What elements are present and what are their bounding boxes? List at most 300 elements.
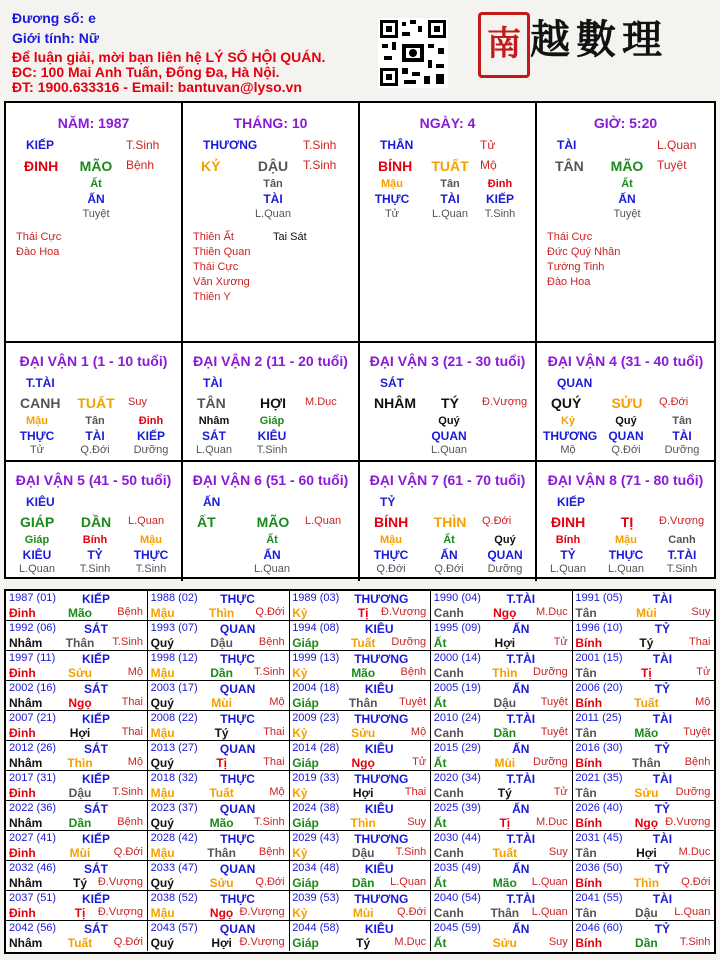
year-branch: Mùi xyxy=(211,696,232,710)
pillar-title: GIỜ: 5:20 xyxy=(593,115,658,131)
year-phase: M.Dục xyxy=(678,846,711,858)
pillar-branch: DẬU xyxy=(257,158,289,174)
year-star: KIÊU xyxy=(364,862,394,876)
year-cell xyxy=(148,831,290,861)
year-label: 2001 (15) xyxy=(575,652,623,664)
dai-van-phase: Q.Đới xyxy=(659,396,689,408)
year-stem: Bính xyxy=(575,876,603,890)
year-label: 1991 (05) xyxy=(575,592,623,604)
year-branch: Ngọ xyxy=(351,756,375,770)
year-phase: Tử xyxy=(553,786,568,798)
year-label: 2000 (14) xyxy=(433,652,481,664)
hidden-stem: Kỷ xyxy=(560,415,576,427)
pillar-star-phase: L.Quan xyxy=(657,138,697,152)
year-label: 2035 (49) xyxy=(433,862,481,874)
year-cell xyxy=(148,741,290,771)
pillar-star: THƯƠNG xyxy=(203,138,258,152)
special-star: Thiên Ất xyxy=(193,231,234,243)
year-branch: Dậu xyxy=(635,906,658,920)
dai-van-phase: M.Dục xyxy=(305,396,337,408)
year-label: 2027 (41) xyxy=(9,832,57,844)
hidden-stem: Mậu xyxy=(615,534,637,546)
pillar-cell xyxy=(183,103,360,343)
hidden-star: QUAN xyxy=(431,429,467,443)
year-branch: Hợi xyxy=(352,786,374,800)
year-stem: Kỷ xyxy=(292,666,308,680)
header xyxy=(0,0,720,100)
year-star: T.TÀI xyxy=(506,772,536,786)
pillar-cell xyxy=(360,103,537,343)
year-cell xyxy=(289,891,431,921)
year-cell xyxy=(572,891,714,921)
year-branch: Dậu xyxy=(351,846,375,860)
year-phase: Q.Đới xyxy=(113,846,143,858)
hidden-star: THỰC xyxy=(374,192,410,206)
year-label: 1994 (08) xyxy=(292,622,340,634)
contact-invite: Để luận giải, mời bạn liên hệ LÝ SỐ HỘI QUÁN. xyxy=(12,49,326,65)
year-phase: L.Quan xyxy=(531,876,568,888)
year-phase: Thai xyxy=(688,636,711,648)
year-label: 2004 (18) xyxy=(292,682,340,694)
year-cell xyxy=(289,591,431,621)
pillar-star-phase: Tử xyxy=(480,138,496,152)
year-phase: Bệnh xyxy=(117,816,143,828)
year-label: 1998 (12) xyxy=(150,652,198,664)
year-phase: Tuyệt xyxy=(540,726,568,738)
dai-van-star: KIÊU xyxy=(26,495,55,509)
year-phase: Q.Đới xyxy=(113,936,143,948)
address: ĐC: 100 Mai Anh Tuấn, Đống Đa, Hà Nội. xyxy=(12,64,280,80)
year-label: 1997 (11) xyxy=(9,652,56,664)
dai-van-star: KIẾP xyxy=(557,495,586,509)
hidden-phase: T.Sinh xyxy=(135,563,167,575)
year-stem: Mậu xyxy=(150,846,175,860)
year-label: 2018 (32) xyxy=(150,772,198,784)
year-branch: Dậu xyxy=(210,636,233,650)
year-stem: Mậu xyxy=(150,726,175,740)
year-phase: Mộ xyxy=(127,756,143,768)
year-label: 2002 (16) xyxy=(9,682,57,694)
year-phase: Dưỡng xyxy=(533,756,568,768)
year-branch: Tý xyxy=(356,936,371,950)
year-cell xyxy=(6,741,148,771)
year-star: SÁT xyxy=(84,742,108,756)
pillar-cell xyxy=(6,103,183,343)
year-cell xyxy=(572,741,714,771)
year-stem: Giáp xyxy=(292,756,319,770)
year-stem: Đinh xyxy=(9,786,36,800)
year-star: QUAN xyxy=(219,622,256,636)
year-cell xyxy=(289,741,431,771)
year-stem: Ất xyxy=(433,936,447,950)
year-phase: Thai xyxy=(121,726,143,738)
dai-van-star: ẤN xyxy=(203,495,221,509)
year-star: SÁT xyxy=(84,802,108,816)
dai-van-stem: ĐINH xyxy=(551,514,586,530)
year-star: KIÊU xyxy=(364,922,394,936)
year-star: KIẾP xyxy=(81,892,110,906)
year-phase: Mộ xyxy=(269,786,285,798)
dai-van-branch: TÝ xyxy=(441,395,459,411)
year-label: 2021 (35) xyxy=(575,772,623,784)
dai-van-cell xyxy=(537,343,714,462)
hidden-star: TÀI xyxy=(440,192,460,206)
year-star: ẤN xyxy=(512,802,530,816)
year-star: QUAN xyxy=(219,802,256,816)
year-stem: Quý xyxy=(150,936,174,950)
year-phase: Đ.Vượng xyxy=(381,606,427,618)
year-star: TÀI xyxy=(652,832,673,846)
year-stem: Đinh xyxy=(9,726,36,740)
year-star: THƯƠNG xyxy=(354,712,409,726)
dai-van-cell xyxy=(6,462,183,581)
dai-van-title: ĐẠI VẬN 3 (21 - 30 tuổi) xyxy=(369,353,526,369)
hidden-star: THỰC xyxy=(133,548,169,562)
year-cell xyxy=(6,651,148,681)
year-star: THƯƠNG xyxy=(354,892,409,906)
year-star: ẤN xyxy=(512,622,530,636)
year-stem: Ất xyxy=(433,696,447,710)
year-cell xyxy=(148,801,290,831)
pillar-branch-phase: Tuyệt xyxy=(657,158,687,172)
year-stem: Bính xyxy=(575,756,603,770)
dai-van-phase: Đ.Vượng xyxy=(659,515,705,527)
hidden-stem: Mậu xyxy=(381,178,403,190)
qr-code-icon xyxy=(378,18,448,88)
year-cell xyxy=(6,591,148,621)
year-branch: Tuất xyxy=(492,846,518,860)
year-cell xyxy=(431,801,573,831)
hidden-phase: T.Sinh xyxy=(484,208,516,220)
year-star: T.TÀI xyxy=(506,712,536,726)
year-phase: Bệnh xyxy=(117,606,143,618)
year-stem: Tân xyxy=(575,606,597,620)
pillar-branch: MÃO xyxy=(79,158,113,174)
year-cell xyxy=(148,651,290,681)
year-stem: Ất xyxy=(433,816,447,830)
year-phase: Mộ xyxy=(127,666,143,678)
year-stem: Giáp xyxy=(292,816,319,830)
dai-van-phase: Đ.Vượng xyxy=(482,396,528,408)
year-branch: Thìn xyxy=(350,816,376,830)
year-star: KIÊU xyxy=(364,622,394,636)
annual-fortune-table xyxy=(4,589,716,954)
year-phase: Q.Đới xyxy=(396,906,427,918)
year-branch: Mão xyxy=(634,726,659,740)
year-stem: Canh xyxy=(433,666,464,680)
hidden-stem: Đinh xyxy=(487,178,513,190)
year-stem: Nhâm xyxy=(9,696,43,710)
hidden-phase: L.Quan xyxy=(253,563,291,575)
year-stem: Tân xyxy=(575,666,597,680)
year-phase: Mộ xyxy=(410,726,427,738)
year-label: 1995 (09) xyxy=(433,622,481,634)
year-label: 2010 (24) xyxy=(433,712,481,724)
logo: 越數理 xyxy=(530,16,668,63)
pillar-stem: TÂN xyxy=(555,158,584,174)
year-branch: Tị xyxy=(216,756,227,770)
year-phase: Suy xyxy=(407,816,427,828)
dai-van-phase: L.Quan xyxy=(128,515,165,527)
year-label: 2025 (39) xyxy=(433,802,481,814)
year-phase: T.Sinh xyxy=(254,816,285,828)
year-cell xyxy=(6,621,148,651)
hidden-star: TÀI xyxy=(672,429,692,443)
year-label: 2017 (31) xyxy=(9,772,57,784)
year-label: 2023 (37) xyxy=(150,802,198,814)
year-branch: Thân xyxy=(632,756,661,770)
year-branch: Tị xyxy=(357,606,369,620)
year-stem: Mậu xyxy=(150,666,175,680)
year-star: SÁT xyxy=(84,922,108,936)
dai-van-branch: HỢI xyxy=(260,395,286,411)
year-phase: Thai xyxy=(263,726,285,738)
year-star: KIẾP xyxy=(81,712,110,726)
year-cell xyxy=(289,861,431,891)
year-star: KIÊU xyxy=(364,742,394,756)
year-label: 2036 (50) xyxy=(575,862,623,874)
year-label: 2034 (48) xyxy=(292,862,340,874)
year-phase: Tuyệt xyxy=(540,696,568,708)
pillar-branch: MÃO xyxy=(610,158,644,174)
special-star: Đào Hoa xyxy=(16,246,60,258)
year-star: THỰC xyxy=(220,592,255,606)
year-branch: Sửu xyxy=(67,666,93,680)
year-cell xyxy=(431,831,573,861)
year-star: TỶ xyxy=(654,802,671,816)
year-cell xyxy=(148,921,290,951)
year-phase: Đ.Vượng xyxy=(97,876,143,888)
year-branch: Hợi xyxy=(69,726,91,740)
year-label: 2028 (42) xyxy=(150,832,198,844)
year-phase: L.Quan xyxy=(674,906,711,918)
year-star: SÁT xyxy=(84,622,108,636)
year-branch: Tị xyxy=(499,816,511,830)
pillar-stem: KỶ xyxy=(201,158,221,174)
dai-van-title: ĐẠI VẬN 8 (71 - 80 tuổi) xyxy=(547,472,704,488)
year-label: 2046 (60) xyxy=(575,922,623,934)
year-stem: Bính xyxy=(575,936,603,950)
hidden-phase: Tuyệt xyxy=(82,208,110,220)
year-phase: Tuyệt xyxy=(683,726,711,738)
year-stem: Ất xyxy=(433,876,447,890)
year-cell xyxy=(572,921,714,951)
year-branch: Thân xyxy=(65,636,95,650)
year-branch: Hợi xyxy=(211,936,232,950)
year-phase: T.Sinh xyxy=(254,666,285,678)
year-phase: T.Sinh xyxy=(395,846,427,858)
gender-label: Giới tính: Nữ xyxy=(12,30,99,46)
year-label: 2026 (40) xyxy=(575,802,623,814)
year-cell xyxy=(572,771,714,801)
dai-van-cell xyxy=(360,462,537,581)
year-star: TÀI xyxy=(652,712,673,726)
year-phase: Q.Đới xyxy=(681,876,711,888)
year-stem: Kỷ xyxy=(292,786,308,800)
dai-van-cell xyxy=(6,343,183,462)
year-branch: Dậu xyxy=(68,786,92,800)
year-branch: Tị xyxy=(641,666,652,680)
year-cell xyxy=(431,591,573,621)
year-stem: Canh xyxy=(433,786,464,800)
year-cell xyxy=(6,921,148,951)
year-label: 2003 (17) xyxy=(150,682,198,694)
dai-van-title: ĐẠI VẬN 1 (1 - 10 tuổi) xyxy=(19,353,168,369)
hidden-stem: Mậu xyxy=(380,534,402,546)
dai-van-star: T.TÀI xyxy=(26,376,55,390)
year-label: 1996 (10) xyxy=(575,622,623,634)
hidden-star: KIÊU xyxy=(257,429,287,443)
year-label: 1992 (06) xyxy=(9,622,57,634)
year-cell xyxy=(289,831,431,861)
year-star: THỰC xyxy=(220,652,255,666)
year-label: 2022 (36) xyxy=(9,802,57,814)
year-star: THỰC xyxy=(220,772,255,786)
year-stem: Ất xyxy=(433,636,447,650)
year-label: 2024 (38) xyxy=(292,802,340,814)
hidden-phase: Dưỡng xyxy=(664,444,700,456)
year-star: KIẾP xyxy=(81,772,110,786)
hidden-stem: Giáp xyxy=(24,534,50,546)
year-star: KIẾP xyxy=(81,652,110,666)
dai-van-cell xyxy=(183,343,360,462)
year-branch: Mão xyxy=(351,666,376,680)
year-label: 2042 (56) xyxy=(9,922,57,934)
year-star: QUAN xyxy=(219,922,256,936)
year-phase: Đ.Vượng xyxy=(239,906,285,918)
year-cell xyxy=(6,891,148,921)
year-branch: Thân xyxy=(348,696,378,710)
hidden-stem: Bính xyxy=(82,534,108,546)
year-stem: Quý xyxy=(150,816,174,830)
year-label: 2030 (44) xyxy=(433,832,481,844)
year-cell xyxy=(6,681,148,711)
year-cell xyxy=(6,861,148,891)
hidden-stem: Canh xyxy=(668,534,696,546)
pillar-star-phase: T.Sinh xyxy=(303,138,337,152)
hidden-phase: L.Quan xyxy=(18,563,56,575)
year-cell xyxy=(572,681,714,711)
year-stem: Đinh xyxy=(9,606,36,620)
year-label: 2032 (46) xyxy=(9,862,57,874)
dai-van-title: ĐẠI VẬN 2 (11 - 20 tuổi) xyxy=(193,353,348,369)
year-phase: Suy xyxy=(548,936,568,948)
year-star: TÀI xyxy=(652,892,673,906)
year-branch: Thìn xyxy=(208,606,235,620)
pillar-branch-phase: T.Sinh xyxy=(303,158,337,172)
year-star: TỶ xyxy=(654,922,671,936)
year-cell xyxy=(289,801,431,831)
dai-van-title: ĐẠI VẬN 6 (51 - 60 tuổi) xyxy=(192,472,349,488)
hidden-phase: Tử xyxy=(29,444,45,456)
year-cell xyxy=(6,801,148,831)
year-phase: M.Dục xyxy=(536,816,568,828)
pillar-star: THÂN xyxy=(380,138,414,152)
year-branch: Mùi xyxy=(636,606,657,620)
hidden-star: TÀI xyxy=(85,429,105,443)
year-stem: Tân xyxy=(575,726,597,740)
year-label: 1999 (13) xyxy=(292,652,340,664)
year-cell xyxy=(148,681,290,711)
dai-van-stem: NHÂM xyxy=(374,395,416,411)
year-cell xyxy=(289,921,431,951)
year-label: 2037 (51) xyxy=(9,892,57,904)
hidden-stem: Tân xyxy=(263,178,283,190)
year-cell xyxy=(289,771,431,801)
special-star: Tai Sát xyxy=(273,231,307,243)
year-branch: Thìn xyxy=(67,756,93,770)
hidden-phase: Q.Đới xyxy=(611,444,641,456)
year-phase: Tử xyxy=(696,666,711,678)
year-cell xyxy=(289,651,431,681)
hidden-stem: Tân xyxy=(85,415,105,427)
special-star: Thái Cực xyxy=(193,261,239,273)
year-branch: Mùi xyxy=(494,756,516,770)
year-phase: Dưỡng xyxy=(533,666,568,678)
year-stem: Kỷ xyxy=(292,906,308,920)
year-cell xyxy=(431,741,573,771)
year-branch: Mão xyxy=(209,816,234,830)
year-branch: Tý xyxy=(72,876,87,890)
year-star: KIẾP xyxy=(81,592,110,606)
year-phase: M.Dục xyxy=(394,936,427,948)
year-star: KIÊU xyxy=(364,682,394,696)
year-label: 1989 (03) xyxy=(292,592,340,604)
year-label: 2033 (47) xyxy=(150,862,198,874)
year-cell xyxy=(431,681,573,711)
year-branch: Dần xyxy=(68,816,92,830)
year-stem: Canh xyxy=(433,726,464,740)
year-phase: Tử xyxy=(553,636,568,648)
year-star: THỰC xyxy=(220,892,255,906)
year-branch: Hợi xyxy=(636,846,657,860)
hidden-phase: L.Quan xyxy=(430,444,468,456)
hidden-phase: Q.Đới xyxy=(434,563,464,575)
year-star: QUAN xyxy=(219,862,256,876)
year-phase: Thai xyxy=(121,696,143,708)
hidden-phase: Q.Đới xyxy=(376,563,406,575)
year-branch: Dần xyxy=(635,936,658,950)
year-branch: Mão xyxy=(68,606,92,620)
dai-van-stem: ẤT xyxy=(197,514,216,530)
dai-van-branch: TUẤT xyxy=(77,395,115,411)
year-label: 2016 (30) xyxy=(575,742,623,754)
hidden-star: ẤN xyxy=(618,192,636,206)
year-phase: T.Sinh xyxy=(679,936,711,948)
hidden-stem: Ất xyxy=(621,178,633,190)
year-cell xyxy=(431,921,573,951)
hidden-star: KIÊU xyxy=(22,548,52,562)
year-phase: Đ.Vượng xyxy=(97,906,143,918)
hidden-phase: T.Sinh xyxy=(666,563,698,575)
dai-van-stem: CANH xyxy=(20,395,61,411)
year-branch: Ngọ xyxy=(493,606,517,620)
year-star: ẤN xyxy=(512,682,530,696)
hidden-star: ẤN xyxy=(263,548,281,562)
year-branch: Ngọ xyxy=(68,696,92,710)
seal-icon: 南 xyxy=(478,12,530,78)
year-cell xyxy=(572,831,714,861)
year-label: 2038 (52) xyxy=(150,892,198,904)
year-cell xyxy=(431,891,573,921)
hidden-star: TÀI xyxy=(263,192,283,206)
year-branch: Tý xyxy=(214,726,229,740)
year-phase: T.Sinh xyxy=(112,636,143,648)
year-cell xyxy=(289,621,431,651)
year-branch: Mùi xyxy=(352,906,374,920)
pillar-title: NGÀY: 4 xyxy=(419,115,476,131)
hidden-stem: Quý xyxy=(615,415,637,427)
